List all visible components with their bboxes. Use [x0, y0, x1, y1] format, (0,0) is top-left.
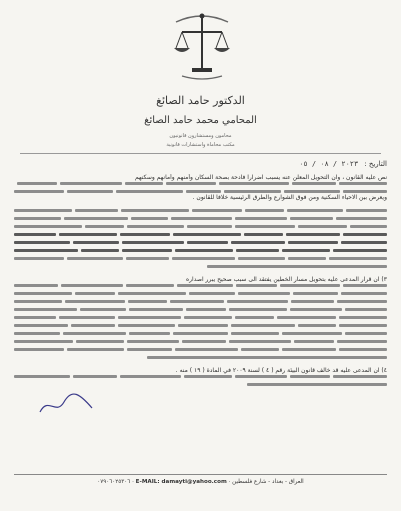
paragraph-3-text	[14, 284, 387, 360]
paragraph-4	[14, 367, 387, 387]
lawyer-name: المحامي محمد حامد الصائغ	[144, 115, 257, 126]
paragraph-4-text	[14, 375, 387, 387]
date-label: التاريخ :	[364, 160, 387, 168]
footer-address: العراق - بغداد - شارع فلسطين	[232, 479, 304, 485]
scales-logo-svg	[168, 8, 236, 82]
body-line-4: ٤) ان المدعى عليه قد خالف قانون البيئة رقم ( ٤ ) لسنة ٢٠٠٩ في المادة ( ١٩ ) منه .	[175, 367, 387, 374]
paragraph-1-text	[14, 182, 387, 194]
footer-phone: ٠٧٩٠٦٠٢٥٣٠٦	[97, 479, 131, 485]
body-line-1: نص عليه القانون ، وان التحويل المعلن عنه يسبب اضراراً فادحة بصحة السكان وأمنهم وأمانهم وسكنهم	[134, 174, 387, 181]
paragraph-2-text	[14, 209, 387, 269]
letter-footer: العراق - بغداد - شارع فلسطين · E-MAIL: damayti@yahoo.com · ٠٧٩٠٦٠٢٥٣٠٦	[14, 474, 387, 487]
body-line-2: ويعرض بين الاحياء السكنية ومن فوق الشوارع والطرق الرئيسية خلافاً للقانون .	[192, 194, 387, 201]
paragraph-2	[14, 209, 387, 269]
body-line-3: ٣) ان قرار المدعى عليه بتحويل مسار الخطين يفتقد الى سبب صحيح يبرر اصداره	[186, 276, 387, 283]
lawyer-subline: مكتب محاماة واستشارات قانونية	[166, 142, 235, 148]
paragraph-3	[14, 276, 387, 360]
letter-body	[14, 174, 387, 464]
scales-of-justice-logo-icon	[168, 8, 236, 82]
signature-icon	[36, 390, 96, 418]
footer-email[interactable]: E-MAIL: damayti@yahoo.com	[135, 479, 227, 485]
office-name: الدكتور حامد الصائغ	[156, 94, 245, 107]
date-row	[14, 160, 387, 168]
lawyer-subtitle: محامون ومستشارون قانونيون	[169, 133, 232, 139]
paragraph-1	[14, 174, 387, 202]
header-divider	[20, 153, 381, 154]
date-value: ٢٠٢٣ / ٠٨ / ٠٥	[299, 160, 359, 168]
